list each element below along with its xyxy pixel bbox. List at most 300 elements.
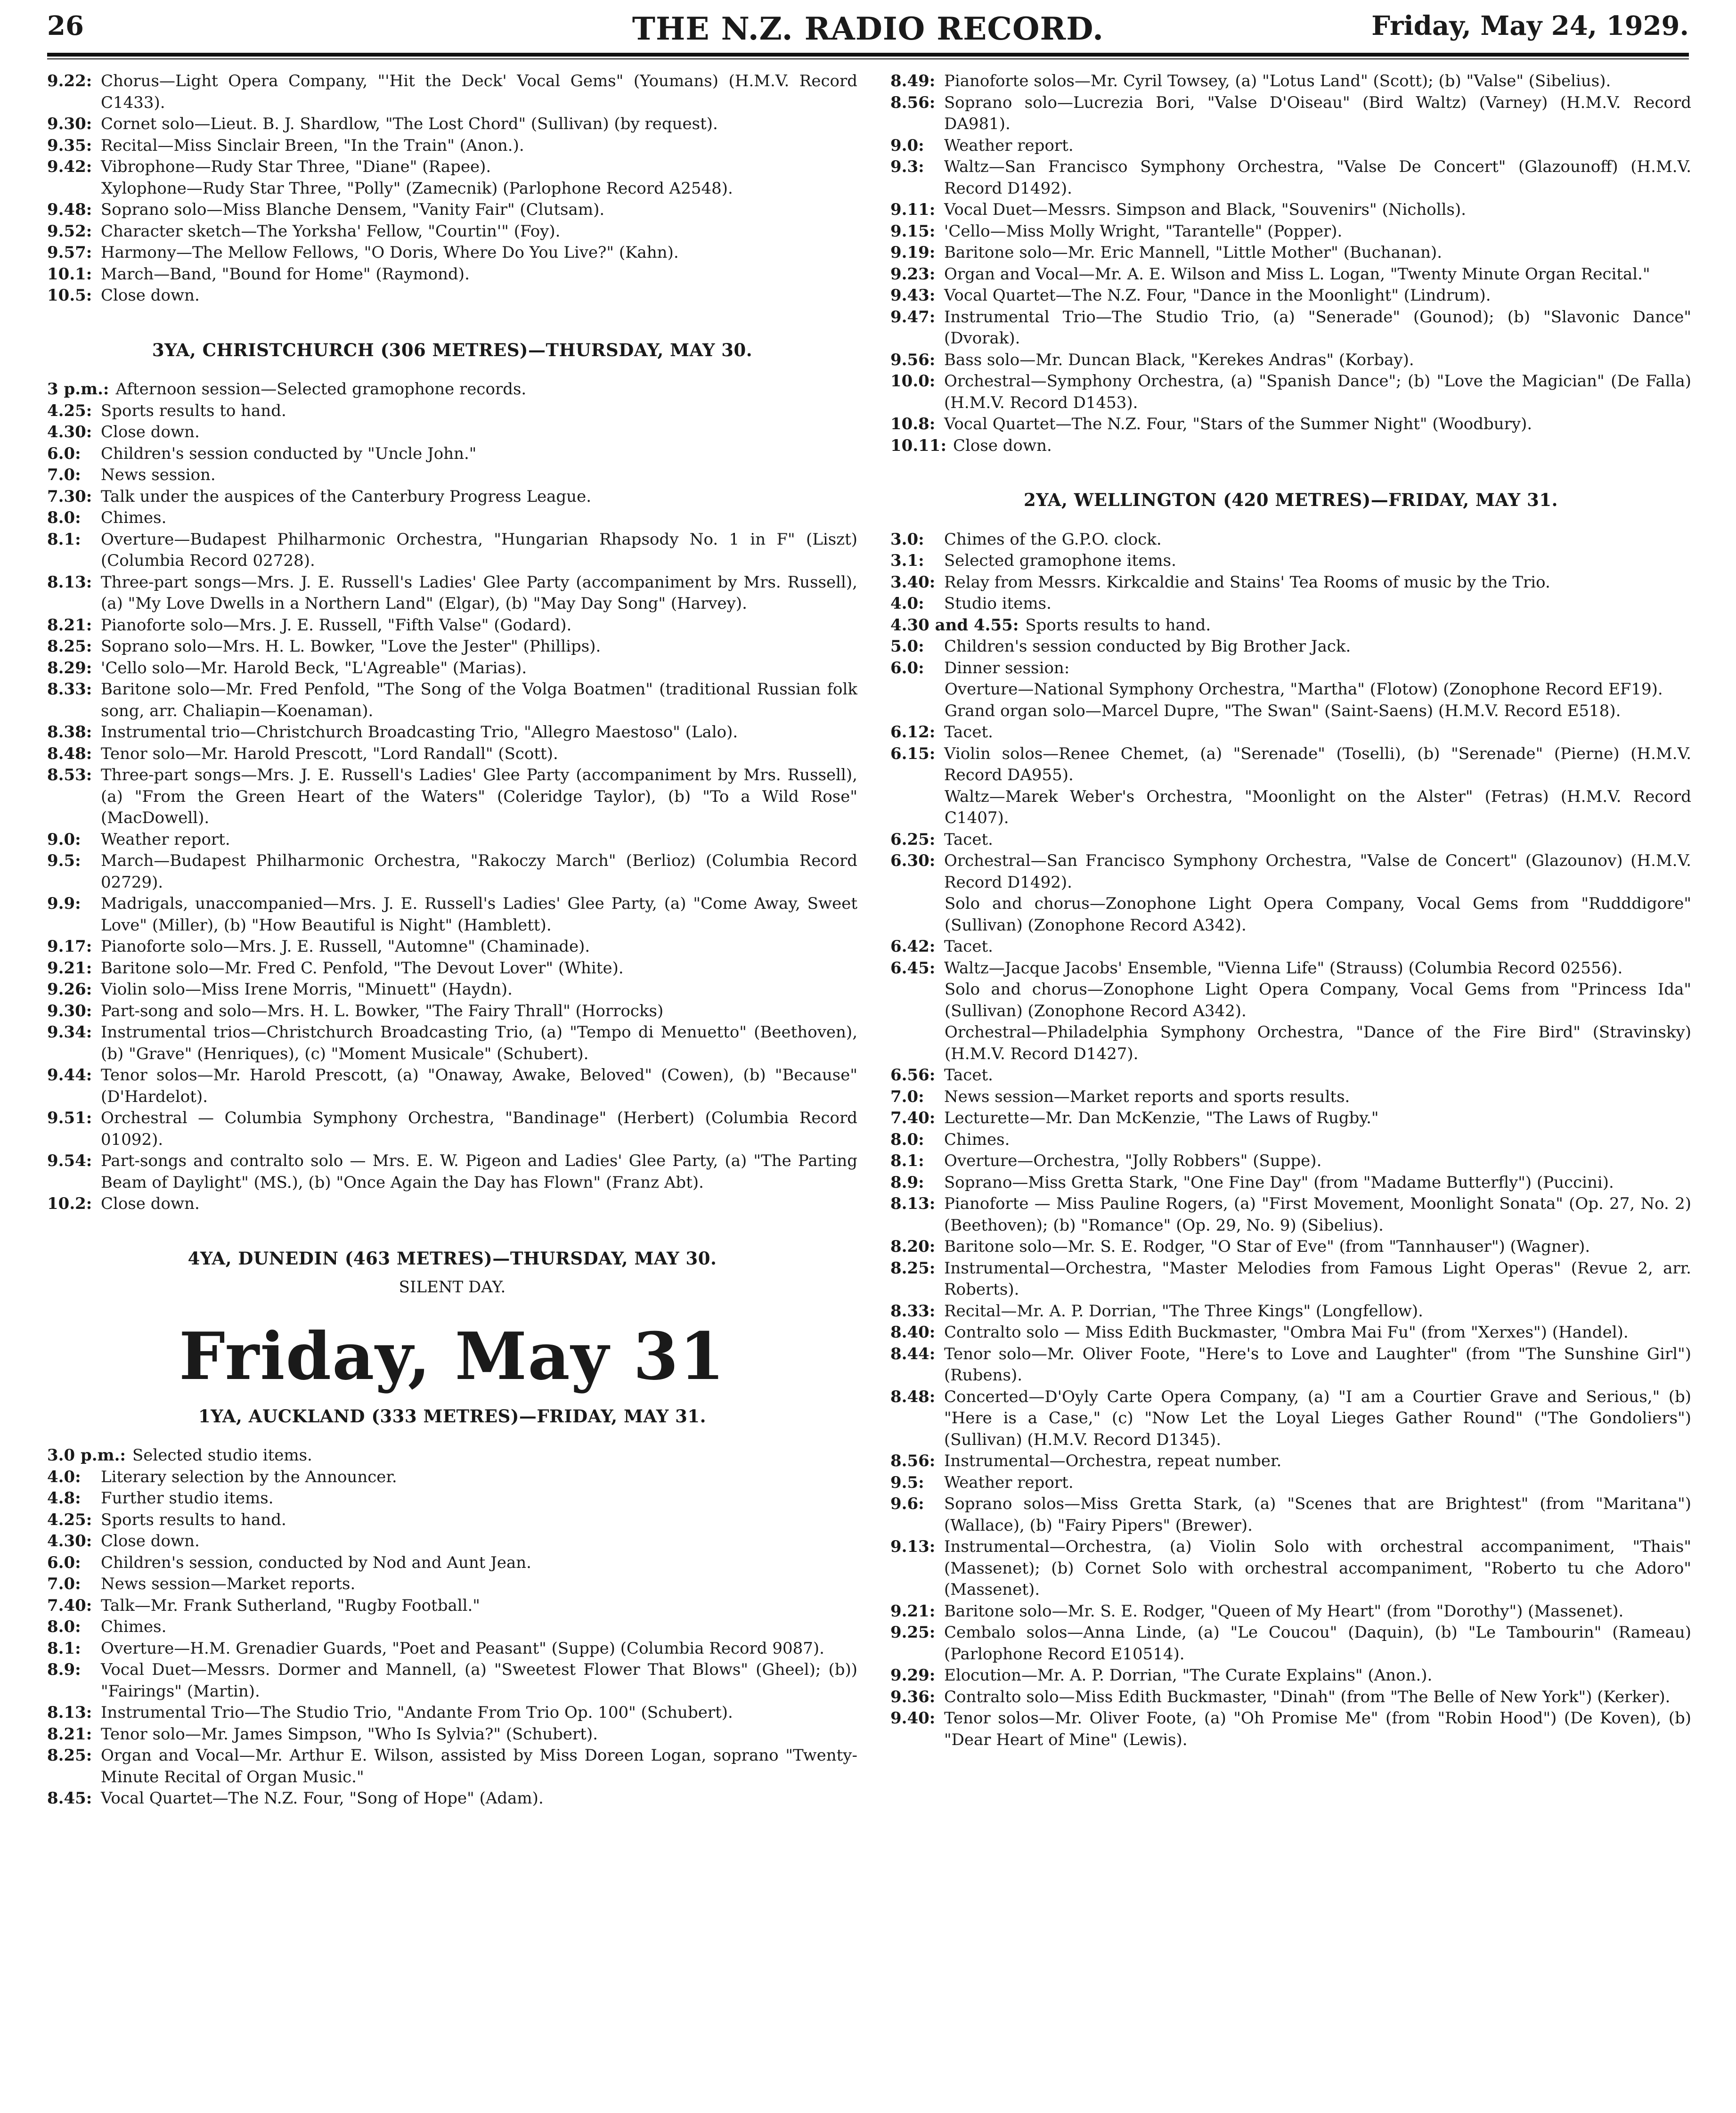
day-heading: Friday, May 31 xyxy=(179,1317,726,1395)
programme-entry xyxy=(890,786,1691,829)
entry-description: Children's session conducted by Big Brother Jack. xyxy=(944,637,1351,656)
programme-entry xyxy=(47,1574,857,1595)
entry-time: 6.25: xyxy=(890,830,936,849)
entry-time: 10.0: xyxy=(890,372,936,391)
programme-entry xyxy=(47,658,857,679)
entry-description: Three-part songs—Mrs. J. E. Russell's Ladies' Glee Party (accompaniment by Mrs. Russell), (a) "From the Green Heart of the Waters" (Coleridge Taylor), (b) "To a Wild Rose" (MacDowell). xyxy=(101,766,857,827)
entry-description: Overture—Budapest Philharmonic Orchestra, "Hungarian Rhapsody No. 1 in F" (Liszt) (Columbia Record 02728). xyxy=(101,530,857,570)
entry-description: Overture—H.M. Grenadier Guards, "Poet and Peasant" (Suppe) (Columbia Record 9087). xyxy=(101,1639,824,1658)
entry-time: 7.40: xyxy=(47,1596,92,1615)
programme-entry xyxy=(47,1788,857,1810)
entry-description: March—Band, "Bound for Home" (Raymond). xyxy=(101,264,470,284)
programme-entry xyxy=(47,615,857,636)
entry-description: Solo and chorus—Zonophone Light Opera Company, Vocal Gems from "Princess Ida" (Sullivan) (Zonophone Record A342). xyxy=(945,980,1691,1020)
entry-time: 9.57: xyxy=(47,243,92,262)
programme-entry xyxy=(890,1708,1691,1751)
entry-description: Pianoforte solo—Mrs. J. E. Russell, "Fifth Valse" (Godard). xyxy=(101,615,572,635)
entry-time: 3.40: xyxy=(890,572,936,592)
entry-description: Tenor solo—Mr. James Simpson, "Who Is Sylvia?" (Schubert). xyxy=(101,1724,598,1744)
entry-time: 9.30: xyxy=(47,1001,92,1020)
entry-time: 10.2: xyxy=(47,1194,92,1213)
programme-entry xyxy=(47,1531,857,1552)
entry-time: 3.0 p.m.: xyxy=(47,1446,126,1465)
page-number: 26 xyxy=(47,10,84,41)
entry-time: 9.5: xyxy=(890,1473,924,1492)
entry-description: Close down. xyxy=(101,423,200,441)
programme-entry xyxy=(47,743,857,765)
programme-entry xyxy=(47,1702,857,1724)
entry-time: 9.26: xyxy=(47,980,92,999)
entry-time: 8.0: xyxy=(47,508,81,527)
issue-date: Friday, May 24, 1929. xyxy=(1371,10,1689,41)
entry-time: 10.8: xyxy=(890,415,936,433)
header-rule xyxy=(47,53,1689,57)
programme-entry xyxy=(47,829,857,851)
entry-description: Weather report. xyxy=(944,136,1074,155)
entry-time: 9.6: xyxy=(890,1494,924,1513)
entry-time: 9.35: xyxy=(47,136,92,155)
entry-time: 10.1: xyxy=(47,264,92,284)
entry-time: 9.52: xyxy=(47,221,92,241)
entry-description: Close down. xyxy=(101,1194,200,1213)
entry-description: Studio items. xyxy=(944,594,1051,613)
programme-entry xyxy=(47,979,857,1001)
entry-time: 9.9: xyxy=(47,894,81,913)
programme-entry xyxy=(890,1236,1691,1258)
programme-entry xyxy=(890,1065,1691,1086)
entry-description: Chimes of the G.P.O. clock. xyxy=(944,530,1162,549)
entry-description: Instrumental—Orchestra, (a) Violin Solo with orchestral accompaniment, "Thais" (Massenet); (b) Cornet Solo with orchestral accompaniment, "Roberto tu che Adoro" (Massenet). xyxy=(944,1537,1691,1599)
entry-time: 9.19: xyxy=(890,243,936,262)
entry-description: Grand organ solo—Marcel Dupre, "The Swan" (Saint-Saens) (H.M.V. Record E518). xyxy=(945,701,1621,720)
entry-description: Orchestral—Symphony Orchestra, (a) "Spanish Dance"; (b) "Love the Magician" (De Falla) (H.M.V. Record D1453). xyxy=(944,372,1691,412)
entry-description: Chimes. xyxy=(101,508,167,527)
entry-time: 8.21: xyxy=(47,615,92,635)
entry-description: News session—Market reports. xyxy=(101,1575,356,1593)
entry-description: Three-part songs—Mrs. J. E. Russell's Ladies' Glee Party (accompaniment by Mrs. Russell), (a) "My Love Dwells in a Northern Land" (Elgar), (b) "May Day Song" (Harvey). xyxy=(101,572,857,613)
programme-entry xyxy=(890,529,1691,551)
entry-description: Recital—Miss Sinclair Breen, "In the Train" (Anon.). xyxy=(101,136,524,155)
entry-time: 8.33: xyxy=(890,1301,936,1321)
entry-description: Cornet solo—Lieut. B. J. Shardlow, "The Lost Chord" (Sullivan) (by request). xyxy=(101,114,718,133)
entry-time: 9.5: xyxy=(47,851,81,870)
entry-time: 9.30: xyxy=(47,114,92,133)
programme-entry xyxy=(890,371,1691,414)
entry-description: Soprano solo—Lucrezia Bori, "Valse D'Oiseau" (Bird Waltz) (Varney) (H.M.V. Record DA981). xyxy=(944,93,1691,133)
entry-description: Weather report. xyxy=(101,830,230,849)
programme-entry xyxy=(47,242,857,264)
entry-time: 9.47: xyxy=(890,307,936,326)
header-rule-thin xyxy=(47,58,1689,59)
entry-description: Tenor solo—Mr. Harold Prescott, "Lord Randall" (Scott). xyxy=(101,744,558,763)
programme-list-top-right xyxy=(890,71,1691,457)
programme-entry xyxy=(47,850,857,893)
entry-time: 9.21: xyxy=(890,1601,936,1621)
programme-entry xyxy=(47,1108,857,1150)
entry-description: Orchestral—Philadelphia Symphony Orchestra, "Dance of the Fire Bird" (Stravinsky) (H.M.V. Record D1427). xyxy=(945,1023,1691,1063)
entry-description: Instrumental trios—Christchurch Broadcasting Trio, (a) "Tempo di Menuetto" (Beethoven), (b) "Grave" (Henriques), (c) "Moment Musicale" (Schubert). xyxy=(101,1023,857,1063)
entry-time: 9.25: xyxy=(890,1623,936,1642)
entry-description: Soprano—Miss Gretta Stark, "One Fine Day" (from "Madame Butterfly") (Puccini). xyxy=(944,1173,1614,1192)
entry-description: Sports results to hand. xyxy=(101,1510,286,1529)
programme-entry xyxy=(47,507,857,529)
entry-time: 4.0: xyxy=(47,1467,81,1486)
programme-entry xyxy=(47,1488,857,1509)
entry-description: Orchestral—San Francisco Symphony Orchestra, "Valse de Concert" (Glazounov) (H.M.V. Record D1492). xyxy=(944,851,1691,892)
entry-description: Baritone solo—Mr. S. E. Rodger, "Queen of My Heart" (from "Dorothy") (Massenet). xyxy=(944,1601,1624,1621)
programme-entry xyxy=(890,221,1691,243)
programme-entry xyxy=(47,1065,857,1108)
section-heading-3ya: 3YA, CHRISTCHURCH (306 METRES)—THURSDAY, MAY 30. xyxy=(152,339,753,360)
programme-entry xyxy=(890,850,1691,893)
programme-entry xyxy=(47,1445,857,1467)
entry-time: 9.3: xyxy=(890,157,924,176)
programme-entry xyxy=(890,350,1691,371)
page-header xyxy=(47,10,1689,57)
programme-entry xyxy=(890,1108,1691,1129)
programme-entry xyxy=(890,414,1691,435)
programme-entry xyxy=(890,242,1691,264)
entry-time: 6.56: xyxy=(890,1066,936,1085)
entry-time: 4.30 and 4.55: xyxy=(890,615,1019,635)
entry-time: 8.1: xyxy=(890,1151,924,1170)
entry-description: Afternoon session—Selected gramophone records. xyxy=(115,380,527,399)
entry-time: 8.56: xyxy=(890,93,936,112)
entry-description: Waltz—Marek Weber's Orchestra, "Moonlight on the Alster" (Fetras) (H.M.V. Record C1407). xyxy=(945,787,1691,827)
entry-description: Talk—Mr. Frank Sutherland, "Rugby Football." xyxy=(101,1596,480,1615)
entry-time: 7.0: xyxy=(47,1575,81,1593)
entry-description: Vocal Duet—Messrs. Dormer and Mannell, (a) "Sweetest Flower That Blows" (Gheel); (b)) "Fairings" (Martin). xyxy=(101,1660,857,1701)
programme-entry xyxy=(890,615,1691,636)
entry-time: 8.56: xyxy=(890,1452,936,1470)
programme-entry xyxy=(47,443,857,465)
entry-description: Tacet. xyxy=(944,830,993,849)
entry-description: Close down. xyxy=(953,436,1052,455)
programme-entry xyxy=(890,936,1691,958)
entry-time: 9.15: xyxy=(890,221,936,241)
entry-time: 8.0: xyxy=(890,1130,924,1149)
programme-entry xyxy=(890,743,1691,786)
entry-time: 9.11: xyxy=(890,200,936,219)
programme-entry xyxy=(890,636,1691,658)
entry-time: 8.9: xyxy=(47,1660,81,1679)
entry-description: Part-song and solo—Mrs. H. L. Bowker, "The Fairy Thrall" (Horrocks) xyxy=(101,1001,664,1020)
entry-description: Tacet. xyxy=(944,723,993,742)
programme-entry xyxy=(47,722,857,743)
entry-description: Selected studio items. xyxy=(132,1446,312,1465)
entry-description: Madrigals, unaccompanied—Mrs. J. E. Russell's Ladies' Glee Party, (a) "Come Away, Sweet Love" (Miller), (b) "How Beautiful is Night" (Hamblett). xyxy=(101,894,857,935)
programme-entry xyxy=(47,465,857,486)
entry-time: 9.13: xyxy=(890,1537,936,1556)
programme-entry xyxy=(47,1595,857,1617)
programme-entry xyxy=(47,958,857,979)
entry-time: 8.53: xyxy=(47,766,92,784)
programme-entry xyxy=(890,958,1691,979)
entry-time: 8.0: xyxy=(47,1617,81,1636)
entry-time: 8.1: xyxy=(47,1639,81,1658)
entry-description: Baritone solo—Mr. Fred C. Penfold, "The Devout Lover" (White). xyxy=(101,958,624,978)
programme-entry xyxy=(890,1150,1691,1172)
entry-description: Further studio items. xyxy=(101,1489,274,1508)
programme-entry xyxy=(890,1387,1691,1451)
entry-description: Pianoforte — Miss Pauline Rogers, (a) "First Movement, Moonlight Sonata" (Op. 27, No. 2) (Beethoven); (b) "Romance" (Op. 29, No. 9) (Sibelius). xyxy=(944,1194,1691,1235)
entry-time: 6.0: xyxy=(47,1553,81,1572)
entry-description: Weather report. xyxy=(944,1473,1074,1492)
entry-time: 8.48: xyxy=(890,1387,936,1406)
entry-description: Vocal Quartet—The N.Z. Four, "Dance in the Moonlight" (Lindrum). xyxy=(944,286,1491,305)
programme-entry xyxy=(47,1552,857,1574)
entry-time: 9.29: xyxy=(890,1666,936,1685)
entry-description: Vibrophone—Rudy Star Three, "Diane" (Rapee). xyxy=(101,157,491,176)
entry-time: 9.40: xyxy=(890,1709,936,1728)
right-column xyxy=(890,71,1691,1751)
entry-time: 4.0: xyxy=(890,594,924,613)
entry-description: Instrumental—Orchestra, "Master Melodies from Famous Light Operas" (Revue 2, arr. Roberts). xyxy=(944,1258,1691,1299)
programme-list-top-left xyxy=(47,71,857,307)
entry-description: Vocal Quartet—The N.Z. Four, "Stars of the Summer Night" (Woodbury). xyxy=(944,415,1532,433)
entry-description: Recital—Mr. A. P. Dorrian, "The Three Kings" (Longfellow). xyxy=(944,1301,1423,1321)
entry-description: Cembalo solos—Anna Linde, (a) "Le Coucou" (Daquin), (b) "Le Tambourin" (Rameau) (Parlophone Record E10514). xyxy=(944,1623,1691,1664)
entry-time: 8.38: xyxy=(47,723,92,742)
entry-description: Tenor solos—Mr. Harold Prescott, (a) "Onaway, Awake, Beloved" (Cowen), (b) "Because" (D'Hardelot). xyxy=(101,1066,857,1106)
programme-entry xyxy=(47,178,857,200)
entry-time: 7.0: xyxy=(47,465,81,484)
programme-entry xyxy=(47,486,857,508)
programme-entry xyxy=(890,701,1691,722)
programme-entry xyxy=(890,1301,1691,1322)
programme-entry xyxy=(890,71,1691,92)
entry-description: 'Cello solo—Mr. Harold Beck, "L'Agreable" (Marias). xyxy=(101,658,527,677)
programme-entry xyxy=(890,435,1691,457)
entry-description: Instrumental Trio—The Studio Trio, (a) "Senerade" (Gounod); (b) "Slavonic Dance" (Dvorak). xyxy=(944,307,1691,348)
programme-entry xyxy=(47,400,857,422)
entry-time: 8.9: xyxy=(890,1173,924,1192)
entry-time: 8.40: xyxy=(890,1323,936,1342)
programme-entry xyxy=(890,307,1691,350)
entry-time: 9.43: xyxy=(890,286,936,305)
programme-entry xyxy=(890,829,1691,851)
programme-entry xyxy=(890,135,1691,157)
entry-description: Dinner session: xyxy=(944,658,1070,677)
entry-description: Close down. xyxy=(101,286,200,305)
programme-entry xyxy=(890,1622,1691,1665)
entry-description: Lecturette—Mr. Dan McKenzie, "The Laws of Rugby." xyxy=(944,1109,1379,1127)
entry-time: 8.20: xyxy=(890,1237,936,1256)
entry-time: 3 p.m.: xyxy=(47,380,109,399)
programme-entry xyxy=(890,679,1691,701)
entry-time: 8.33: xyxy=(47,680,92,699)
entry-description: Waltz—Jacque Jacobs' Ensemble, "Vienna Life" (Strauss) (Columbia Record 02556). xyxy=(944,958,1623,978)
programme-entry xyxy=(47,1193,857,1215)
entry-time: 9.17: xyxy=(47,937,92,956)
entry-description: Contralto solo—Miss Edith Buckmaster, "Dinah" (from "The Belle of New York") (Kerker). xyxy=(944,1687,1671,1706)
entry-description: News session. xyxy=(101,465,216,484)
entry-description: Tacet. xyxy=(944,937,993,956)
programme-entry xyxy=(890,92,1691,135)
entry-description: Pianoforte solo—Mrs. J. E. Russell, "Automne" (Chaminade). xyxy=(101,937,590,956)
entry-time: 6.0: xyxy=(47,444,81,463)
entry-description: Literary selection by the Announcer. xyxy=(101,1467,397,1486)
entry-description: Vocal Quartet—The N.Z. Four, "Song of Hope" (Adam). xyxy=(101,1789,544,1808)
programme-entry xyxy=(47,199,857,221)
entry-description: Vocal Duet—Messrs. Simpson and Black, "Souvenirs" (Nicholls). xyxy=(944,200,1467,219)
entry-description: Children's session, conducted by Nod and Aunt Jean. xyxy=(101,1553,531,1572)
entry-description: Organ and Vocal—Mr. Arthur E. Wilson, assisted by Miss Doreen Logan, soprano "Twenty-Minute Recital of Organ Music." xyxy=(101,1746,857,1787)
entry-description: Overture—National Symphony Orchestra, "Martha" (Flotow) (Zonophone Record EF19). xyxy=(945,680,1663,699)
programme-entry xyxy=(47,1509,857,1531)
programme-entry xyxy=(47,636,857,658)
programme-entry xyxy=(890,1344,1691,1387)
entry-time: 9.0: xyxy=(890,136,924,155)
programme-list-2ya xyxy=(890,529,1691,1751)
entry-time: 4.25: xyxy=(47,1510,92,1529)
programme-entry xyxy=(47,893,857,936)
programme-entry xyxy=(47,156,857,178)
entry-time: 4.30: xyxy=(47,1532,92,1550)
entry-time: 9.42: xyxy=(47,157,92,176)
programme-entry xyxy=(47,1745,857,1788)
entry-time: 9.54: xyxy=(47,1151,92,1170)
entry-description: Chimes. xyxy=(944,1130,1010,1149)
entry-time: 6.45: xyxy=(890,958,936,978)
programme-entry xyxy=(47,1638,857,1660)
left-column xyxy=(47,71,857,1810)
entry-description: Concerted—D'Oyly Carte Opera Company, (a) "I am a Courtier Grave and Serious," (b) "Here is a Case," (c) "Now Let the Loyal Lieges Gather Round" ("The Gondoliers") (Sullivan) (H.M.V. Record D1345). xyxy=(944,1387,1691,1449)
entry-description: Elocution—Mr. A. P. Dorrian, "The Curate Explains" (Anon.). xyxy=(944,1666,1433,1685)
entry-time: 9.22: xyxy=(47,72,92,90)
section-heading-4ya: 4YA, DUNEDIN (463 METRES)—THURSDAY, MAY 30. xyxy=(187,1248,717,1269)
entry-description: Instrumental trio—Christchurch Broadcasting Trio, "Allegro Maestoso" (Lalo). xyxy=(101,723,738,742)
entry-description: Sports results to hand. xyxy=(1025,615,1211,635)
entry-time: 8.25: xyxy=(47,1746,92,1765)
entry-time: 7.40: xyxy=(890,1109,936,1127)
entry-time: 8.44: xyxy=(890,1344,936,1363)
entry-description: Xylophone—Rudy Star Three, "Polly" (Zamecnik) (Parlophone Record A2548). xyxy=(101,179,733,198)
entry-time: 8.13: xyxy=(47,572,92,592)
entry-description: Selected gramophone items. xyxy=(944,551,1176,570)
entry-description: Waltz—San Francisco Symphony Orchestra, "Valse De Concert" (Glazounoff) (H.M.V. Record D1492). xyxy=(944,157,1691,198)
entry-description: Tacet. xyxy=(944,1066,993,1085)
entry-time: 6.30: xyxy=(890,851,936,870)
entry-time: 9.34: xyxy=(47,1023,92,1042)
programme-entry xyxy=(890,893,1691,936)
programme-entry xyxy=(890,1086,1691,1108)
entry-time: 9.23: xyxy=(890,264,936,284)
programme-entry xyxy=(47,765,857,829)
programme-entry xyxy=(890,658,1691,679)
entry-time: 8.13: xyxy=(890,1194,936,1213)
programme-entry xyxy=(47,379,857,400)
silent-day-note: SILENT DAY. xyxy=(399,1278,506,1297)
entry-description: Soprano solo—Mrs. H. L. Bowker, "Love the Jester" (Phillips). xyxy=(101,637,601,656)
programme-entry xyxy=(47,71,857,114)
programme-entry xyxy=(47,1659,857,1702)
entry-time: 4.8: xyxy=(47,1489,81,1508)
entry-description: Instrumental Trio—The Studio Trio, "Andante From Trio Op. 100" (Schubert). xyxy=(101,1703,733,1722)
entry-description: Instrumental—Orchestra, repeat number. xyxy=(944,1452,1282,1470)
entry-time: 8.1: xyxy=(47,530,81,549)
entry-time: 5.0: xyxy=(890,637,924,656)
entry-time: 9.48: xyxy=(47,200,92,219)
entry-time: 4.25: xyxy=(47,401,92,420)
programme-entry xyxy=(890,264,1691,286)
programme-entry xyxy=(47,679,857,722)
entry-description: Talk under the auspices of the Canterbury Progress League. xyxy=(101,487,592,506)
programme-entry xyxy=(890,1022,1691,1065)
programme-entry xyxy=(890,572,1691,594)
programme-entry xyxy=(47,221,857,243)
entry-time: 8.49: xyxy=(890,72,936,90)
entry-description: Pianoforte solos—Mr. Cyril Towsey, (a) "Lotus Land" (Scott); (b) "Valse" (Sibelius). xyxy=(944,72,1611,90)
programme-entry xyxy=(890,1536,1691,1601)
programme-entry xyxy=(47,264,857,286)
entry-time: 10.11: xyxy=(890,436,947,455)
entry-description: Violin solos—Renee Chemet, (a) "Serenade" (Toselli), (b) "Serenade" (Pierne) (H.M.V. Record DA955). xyxy=(944,744,1691,784)
entry-time: 3.1: xyxy=(890,551,924,570)
programme-entry xyxy=(47,114,857,135)
programme-entry xyxy=(890,1129,1691,1151)
entry-description: Soprano solos—Miss Gretta Stark, (a) "Scenes that are Brightest" (from "Maritana") (Wallace), (b) "Fairy Pipers" (Brewer). xyxy=(944,1494,1691,1535)
entry-description: Bass solo—Mr. Duncan Black, "Kerekes Andras" (Korbay). xyxy=(944,350,1414,369)
programme-entry xyxy=(890,1451,1691,1472)
programme-entry xyxy=(890,550,1691,572)
entry-description: Organ and Vocal—Mr. A. E. Wilson and Miss L. Logan, "Twenty Minute Organ Recital." xyxy=(944,264,1650,284)
programme-entry xyxy=(890,722,1691,743)
entry-time: 3.0: xyxy=(890,530,924,549)
programme-entry xyxy=(47,529,857,572)
entry-time: 9.36: xyxy=(890,1687,936,1706)
publication-title: THE N.Z. RADIO RECORD. xyxy=(632,10,1104,47)
entry-description: Orchestral — Columbia Symphony Orchestra, "Bandinage" (Herbert) (Columbia Record 01092). xyxy=(101,1109,857,1149)
entry-time: 9.0: xyxy=(47,830,81,849)
entry-time: 10.5: xyxy=(47,286,92,305)
entry-description: Overture—Orchestra, "Jolly Robbers" (Suppe). xyxy=(944,1151,1322,1170)
entry-time: 8.25: xyxy=(890,1258,936,1278)
programme-entry xyxy=(47,1616,857,1638)
entry-description: Character sketch—The Yorksha' Fellow, "Courtin'" (Foy). xyxy=(101,221,561,241)
programme-entry xyxy=(47,422,857,443)
entry-description: Solo and chorus—Zonophone Light Opera Company, Vocal Gems from "Rudddigore" (Sullivan) (Zonophone Record A342). xyxy=(945,894,1691,935)
programme-entry xyxy=(890,1665,1691,1687)
programme-entry xyxy=(890,1258,1691,1301)
entry-description: Tenor solos—Mr. Oliver Foote, (a) "Oh Promise Me" (from "Robin Hood") (De Koven), (b) "Dear Heart of Mine" (Lewis). xyxy=(944,1709,1691,1749)
entry-description: Sports results to hand. xyxy=(101,401,286,420)
programme-entry xyxy=(47,1467,857,1488)
entry-description: Harmony—The Mellow Fellows, "O Doris, Where Do You Live?" (Kahn). xyxy=(101,243,679,262)
programme-entry xyxy=(890,1687,1691,1708)
programme-entry xyxy=(890,199,1691,221)
entry-description: News session—Market reports and sports results. xyxy=(944,1087,1350,1106)
entry-description: March—Budapest Philharmonic Orchestra, "Rakoczy March" (Berlioz) (Columbia Record 02729). xyxy=(101,851,857,892)
programme-entry xyxy=(47,1022,857,1065)
entry-description: Violin solo—Miss Irene Morris, "Minuett" (Haydn). xyxy=(101,980,513,999)
entry-time: 9.44: xyxy=(47,1066,92,1085)
programme-entry xyxy=(47,1150,857,1193)
entry-description: Contralto solo — Miss Edith Buckmaster, "Ombra Mai Fu" (from "Xerxes") (Handel). xyxy=(944,1323,1629,1342)
programme-entry xyxy=(890,1601,1691,1623)
entry-time: 4.30: xyxy=(47,423,92,441)
programme-entry xyxy=(47,1724,857,1746)
entry-description: Baritone solo—Mr. Fred Penfold, "The Song of the Volga Boatmen" (traditional Russian folk song, arr. Chaliapin—Koenaman). xyxy=(101,680,857,720)
entry-time: 6.12: xyxy=(890,723,936,742)
entry-description: Part-songs and contralto solo — Mrs. E. W. Pigeon and Ladies' Glee Party, (a) "The Parting Beam of Daylight" (MS.), (b) "Once Again the Day has Flown" (Franz Abt). xyxy=(101,1151,857,1192)
entry-description: Baritone solo—Mr. Eric Mannell, "Little Mother" (Buchanan). xyxy=(944,243,1443,262)
programme-entry xyxy=(47,572,857,615)
programme-entry xyxy=(890,156,1691,199)
entry-time: 9.21: xyxy=(47,958,92,978)
programme-entry xyxy=(47,1001,857,1022)
entry-time: 8.21: xyxy=(47,1724,92,1744)
